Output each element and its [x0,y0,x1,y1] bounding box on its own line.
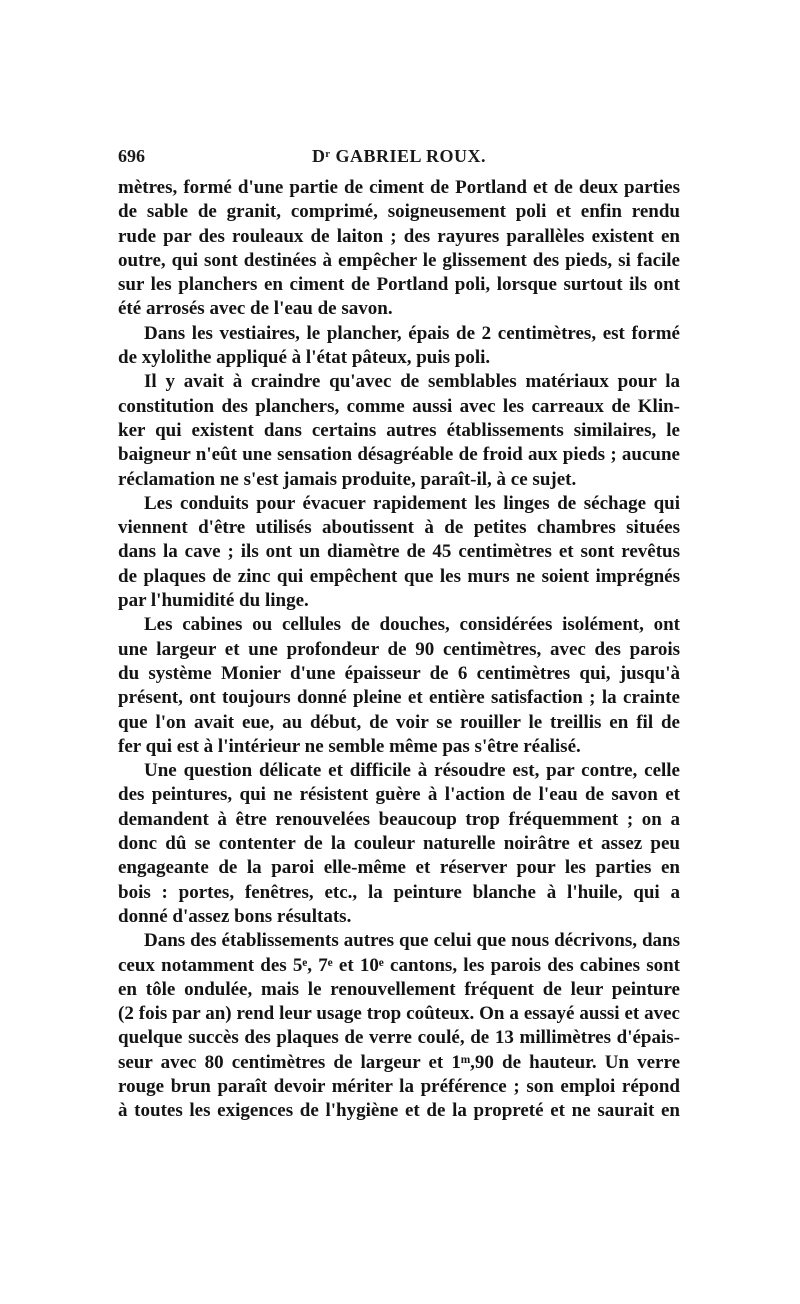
text-line: de plaques de zinc qui empêchent que les murs ne soient imprégnés [118,565,680,587]
text-line: Les conduits pour évacuer rapidement les linges de séchage qui [144,492,680,514]
text-line: rude par des rouleaux de laiton ; des rayures parallèles existent en [118,225,680,247]
text-line: seur avec 80 centimètres de largeur et 1ᵐ,90 de hauteur. Un verre [118,1051,680,1073]
text-line: présent, ont toujours donné pleine et entière satisfaction ; la crainte [118,687,680,709]
text-line: demandent à être renouvelées beaucoup trop fréquemment ; on a [118,808,680,830]
text-line: outre, qui sont destinées à empêcher le glissement des pieds, si facile [118,249,680,271]
paragraph [118,759,680,929]
text-line: (2 fois par an) rend leur usage trop coûteux. On a essayé aussi et avec [118,1003,680,1025]
text-line: une largeur et une profondeur de 90 centimètres, avec des parois [118,638,680,660]
text-line: Il y avait à craindre qu'avec de semblables matériaux pour la [144,371,680,393]
text-line: ker qui existent dans certains autres établissements similaires, le [118,419,680,441]
text-line: Dans les vestiaires, le plancher, épais de 2 centimètres, est formé [144,322,680,344]
text-line: quelque succès des plaques de verre coulé, de 13 millimètres d'épais- [118,1027,680,1049]
text-line: de xylolithe appliqué à l'état pâteux, puis poli. [118,347,491,369]
text-line: que l'on avait eue, au début, de voir se rouiller le treillis en fil de [118,711,680,733]
text-line: mètres, formé d'une partie de ciment de Portland et de deux parties [118,177,680,198]
text-line: réclamation ne s'est jamais produite, paraît-il, à ce sujet. [118,468,577,490]
text-line: à toutes les exigences de l'hygiène et de la propreté et ne saurait en [118,1100,680,1122]
text-line: sur les planchers en ciment de Portland poli, lorsque surtout ils ont [118,274,680,296]
text-line: du système Monier d'une épaisseur de 6 centimètres qui, jusqu'à [118,662,680,684]
text-line: Les cabines ou cellules de douches, considérées isolément, ont [144,614,680,636]
text-line: baigneur n'eût une sensation désagréable de froid aux pieds ; aucune [118,444,680,466]
text-line: viennent d'être utilisés aboutissent à de petites chambres situées [118,517,680,539]
paragraph [118,176,680,322]
text-line: donné d'assez bons résultats. [118,905,352,927]
paragraph [118,613,680,759]
text-line: par l'humidité du linge. [118,590,309,612]
text-line: fer qui est à l'intérieur ne semble même pas s'être réalisé. [118,735,581,757]
text-line: Dans des établissements autres que celui que nous décrivons, dans [144,930,680,952]
paragraph [118,370,680,491]
page-number: 696 [118,146,145,166]
page-header [118,146,680,172]
text-line: dans la cave ; ils ont un diamètre de 45 centimètres et sont revêtus [118,541,680,563]
running-head: Dʳ GABRIEL ROUX. [311,146,487,166]
paragraph [118,929,680,1123]
text-line: donc dû se contenter de la couleur naturelle noirâtre et assez peu [118,833,680,855]
text-line: de sable de granit, comprimé, soigneusement poli et enfin rendu [118,201,680,223]
text-line: engageante de la paroi elle-même et réserver pour les parties en [118,857,680,879]
text-line: ceux notamment des 5ᵉ, 7ᵉ et 10ᵉ cantons, les parois des cabines sont [118,954,680,976]
text-line: été arrosés avec de l'eau de savon. [118,298,393,320]
body-text [118,176,680,1124]
paragraph [118,492,680,613]
text-line: Une question délicate et difficile à résoudre est, par contre, celle [144,760,680,782]
paragraph [118,322,680,371]
text-line: constitution des planchers, comme aussi avec les carreaux de Klin- [118,395,680,417]
text-line: en tôle ondulée, mais le renouvellement fréquent de leur peinture [118,978,680,1000]
text-line: des peintures, qui ne résistent guère à l'action de l'eau de savon et [118,784,680,806]
text-line: bois : portes, fenêtres, etc., la peinture blanche à l'huile, qui a [118,881,680,903]
text-line: rouge brun paraît devoir mériter la préférence ; son emploi répond [118,1075,680,1097]
